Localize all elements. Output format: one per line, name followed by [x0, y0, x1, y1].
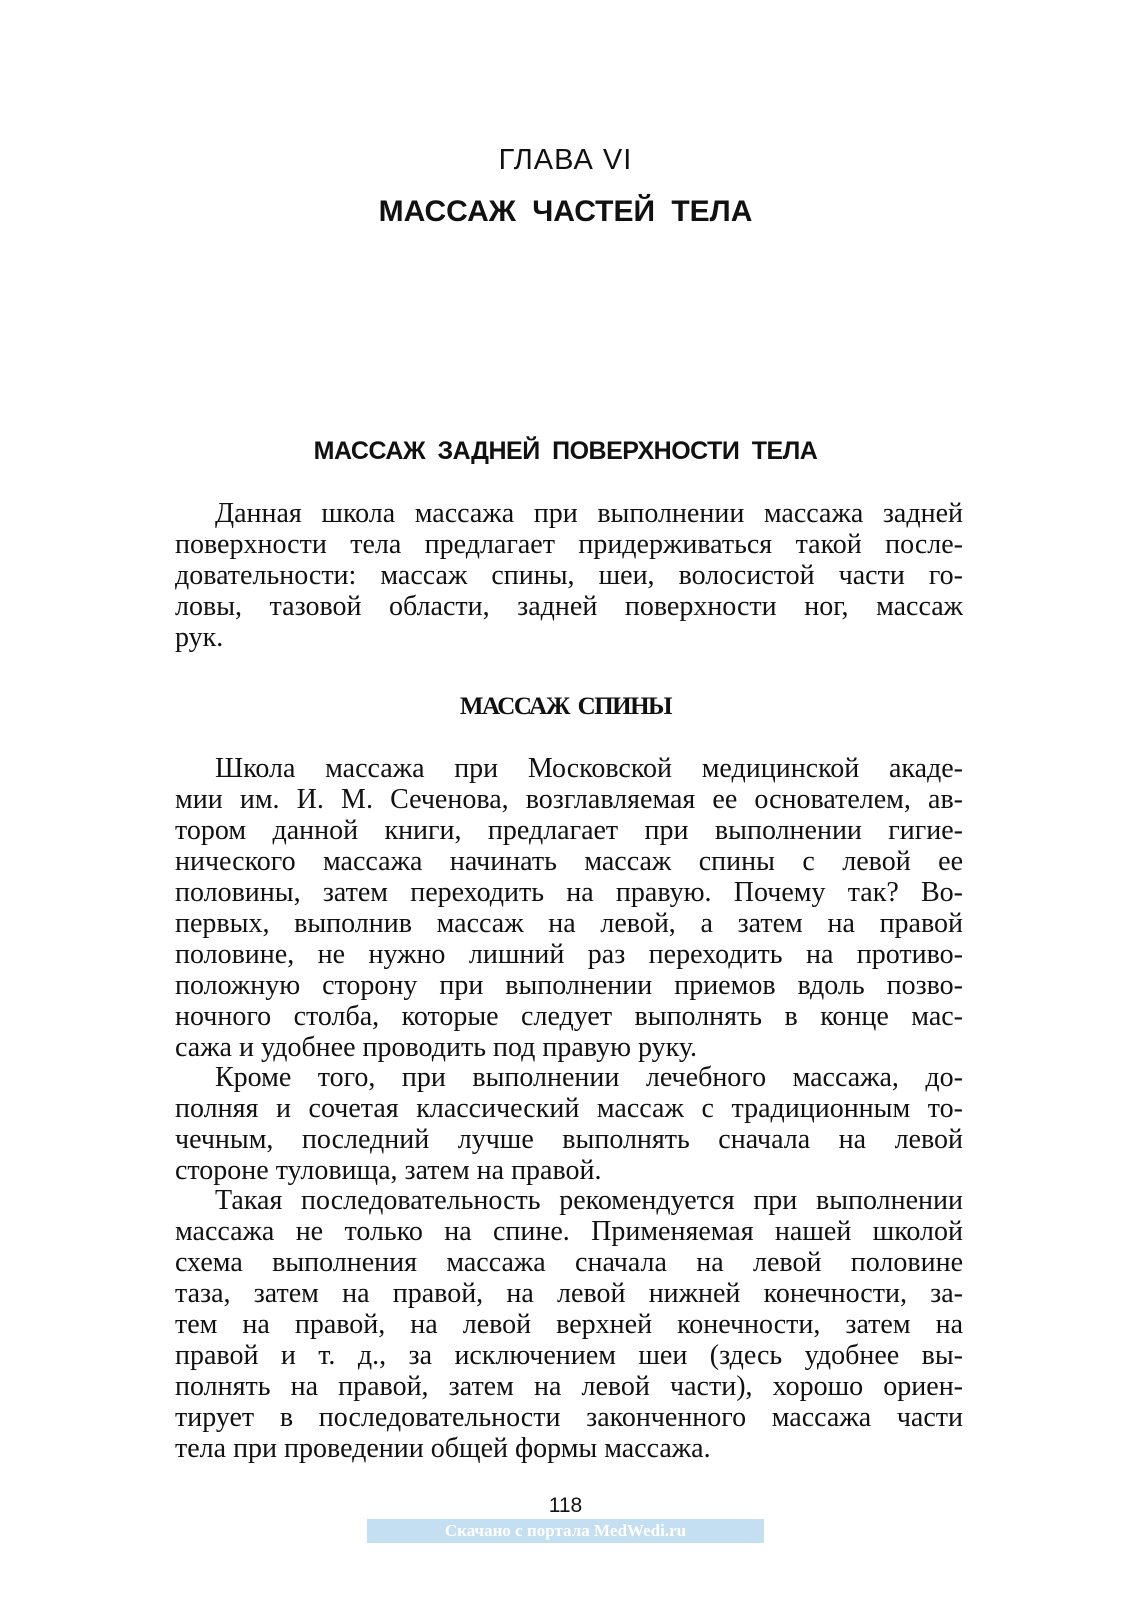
- text-line: Школа массажа при Московской медицинской акаде-: [215, 753, 963, 784]
- text-line: половины, затем переходить на правую. Почему так? Во-: [175, 877, 963, 908]
- text-line: схема выполнения массажа сначала на левой половине: [175, 1247, 963, 1278]
- text-line: правой и т. д., за исключением шеи (здесь удобнее вы-: [175, 1340, 963, 1371]
- text-line: положную сторону при выполнении приемов вдоль позво-: [175, 970, 963, 1001]
- chapter-title: МАССАЖ ЧАСТЕЙ ТЕЛА: [378, 195, 753, 228]
- text-line: сажа и удобнее проводить под правую руку.: [175, 1032, 698, 1063]
- subsection-heading: МАССАЖ СПИНЫ: [459, 693, 672, 720]
- text-line: довательности: массаж спины, шеи, волосистой части го-: [175, 560, 963, 591]
- text-line: полняя и сочетая классический массаж с традиционным то-: [175, 1093, 963, 1124]
- text-line: ночного столба, которые следует выполнять в конце мас-: [175, 1001, 963, 1032]
- text-line: поверхности тела предлагает придерживаться такой после-: [175, 529, 963, 560]
- page-number: 118: [548, 1494, 583, 1517]
- text-line: ловы, тазовой области, задней поверхности ног, массаж: [175, 591, 963, 622]
- chapter-label: ГЛАВА VI: [498, 144, 633, 176]
- text-line: чечным, последний лучше выполнять сначала на левой: [175, 1124, 963, 1155]
- text-line: полнять на правой, затем на левой части), хорошо ориен-: [175, 1371, 963, 1402]
- paragraph-1: [175, 753, 963, 1063]
- text-line: Данная школа массажа при выполнении массажа задней: [215, 498, 963, 529]
- text-line: тела при проведении общей формы массажа.: [175, 1433, 711, 1464]
- section-heading: МАССАЖ ЗАДНЕЙ ПОВЕРХНОСТИ ТЕЛА: [313, 437, 818, 465]
- text-line: таза, затем на правой, на левой нижней конечности, за-: [175, 1278, 963, 1309]
- text-line: рук.: [175, 622, 224, 653]
- paragraph-3: [175, 1185, 963, 1464]
- intro-paragraph: [175, 498, 963, 653]
- text-line: нического массажа начинать массаж спины с левой ее: [175, 846, 963, 877]
- watermark-banner: Скачано с портала MedWedi.ru: [367, 1519, 764, 1543]
- text-line: первых, выполнив массаж на левой, а затем на правой: [175, 908, 963, 939]
- text-line: тем на правой, на левой верхней конечности, затем на: [175, 1309, 963, 1340]
- paragraph-2: [175, 1062, 963, 1186]
- text-line: Такая последовательность рекомендуется при выполнении: [215, 1185, 963, 1216]
- text-line: половине, не нужно лишний раз переходить на противо-: [175, 939, 963, 970]
- text-line: Кроме того, при выполнении лечебного массажа, до-: [215, 1062, 963, 1093]
- text-line: тором данной книги, предлагает при выполнении гигие-: [175, 815, 963, 846]
- text-line: мии им. И. М. Сеченова, возглавляемая ее основателем, ав-: [175, 784, 963, 815]
- text-line: массажа не только на спине. Применяемая нашей школой: [175, 1216, 963, 1247]
- text-line: тирует в последовательности законченного массажа части: [175, 1402, 963, 1433]
- text-line: стороне туловища, затем на правой.: [175, 1155, 602, 1186]
